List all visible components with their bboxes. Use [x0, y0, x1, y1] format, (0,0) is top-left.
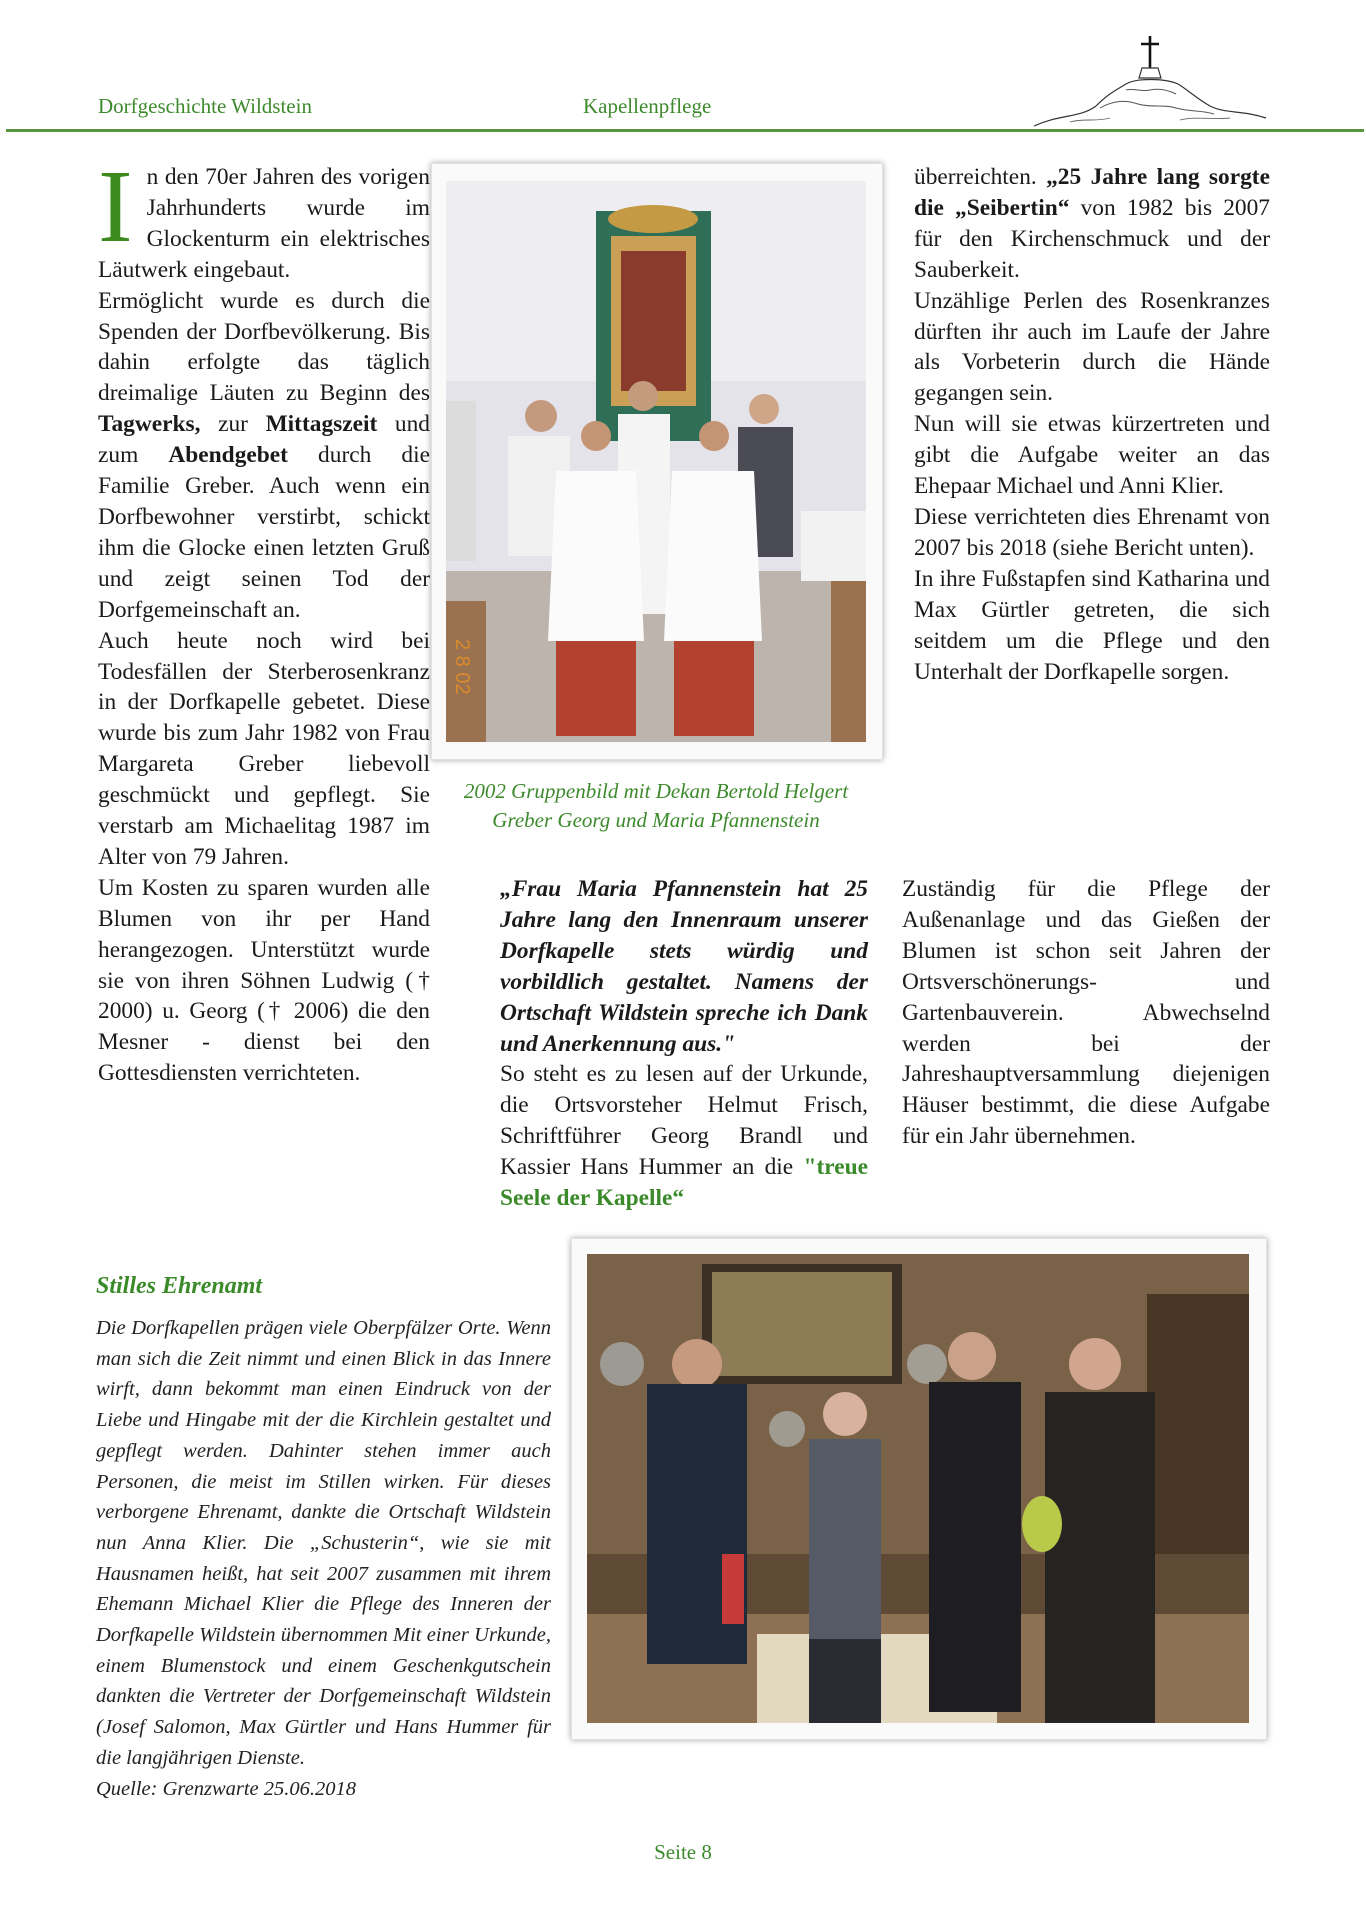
- sidebar-title: Stilles Ehrenamt: [96, 1273, 263, 1299]
- header-section-title: Kapellenpflege: [583, 94, 712, 118]
- paragraph-rosary: Auch heute noch wird bei Todesfällen der Sterberosenkranz in der Dorfkapelle gebetet. Diese wurde bis zum Jahr 1982 von Frau Margareta Greber liebevoll geschmückt und gepflegt. Sie verstarb am Michaelitag 1987 im Alter von 79 Jahren.: [98, 627, 430, 870]
- highlight-faithful-soul: "treue Seele der Kapelle“: [500, 1154, 868, 1212]
- column-right-top: [914, 162, 1270, 687]
- paragraph-garden-club: Zuständig für die Pflege der Außenanlage und das Gießen der Blumen ist schon seit Jahren der Ortsverschönerungs- und Gartenbauverein. Abwechselnd werden bei der Jahreshauptversammlung diejenigen Häuser bestimmt, die diese Aufgabe für ein Jahr übernehmen.: [902, 876, 1270, 1150]
- sidebar-source: Quelle: Grenzwarte 25.06.2018: [96, 1777, 357, 1800]
- drop-cap: I: [98, 149, 133, 264]
- chapel-group-photo: [446, 181, 866, 742]
- photo-date-stamp: 2 8 02: [451, 639, 473, 695]
- photo-honor-2018: [571, 1238, 1267, 1740]
- column-middle: [500, 874, 868, 1214]
- photo-caption: 2002 Gruppenbild mit Dekan Bertold Helgert Greber Georg und Maria Pfannenstein: [463, 779, 849, 832]
- header-rule: [6, 129, 1364, 132]
- paragraph-rosary-beads: Unzählige Perlen des Rosenkranzes dürften ihr auch im Laufe der Jahre als Vorbeterin durch die Hände gegangen sein.: [914, 287, 1270, 407]
- column-right-bottom: [902, 874, 1270, 1152]
- paragraph-guertler: In ihre Fußstapfen sind Katharina und Max Gürtler getreten, die sich seitdem um die Pflege und den Unterhalt der Dorfkapelle sorgen.: [914, 565, 1270, 685]
- paragraph-certificate: So steht es zu lesen auf der Urkunde, die Ortsvorsteher Helmut Frisch, Schriftführer Georg Brandl und Kassier Hans Hummer an die "treue Seele der Kapelle“: [500, 1061, 868, 1212]
- intro-paragraph: In den 70er Jahren des vorigen Jahrhunderts wurde im Glockenturm ein elektrisches Läutwerk eingebaut.: [98, 149, 430, 283]
- sidebar-body: Die Dorfkapellen prägen viele Oberpfälzer Orte. Wenn man sich die Zeit nimmt und einen Blick in das Innere wirft, dann bekommt man einen Eindruck von der Liebe und Hingabe mit der die Kirchlein gestaltet und gepflegt werden. Dahinter stehen immer auch Personen, die meist im Stillen wirken. Für dieses verborgene Ehrenamt, dankte die Ortschaft Wildstein nun Anna Klier. Die „Schusterin“, wie sie mit Hausnamen heißt, hat seit 2007 zusammen mit ihrem Ehemann Michael Klier die Pflege des Inneren der Dorfkapelle Wildstein übernommen Mit einer Urkunde, einem Blumenstock und einem Geschenkgutschein dankten die Vertreter der Dorfgemeinschaft Wildstein (Josef Salomon, Max Gürtler und Hans Hummer für die langjährigen Dienste. Quelle: Grenzwarte 25.06.2018: [96, 1313, 551, 1804]
- paragraph-bells: Ermöglicht wurde es durch die Spenden der Dorfbevölkerung. Bis dahin erfolgte das täglich dreimalige Läuten zu Beginn des Tagwerks, zur Mittagszeit und zum Abendgebet durch die Familie Greber. Auch wenn ein Dorfbewohner verstirbt, schickt ihm die Glocke einen letzten Gruß und zeigt seinen Tod der Dorfgemeinschaft an.: [98, 287, 431, 623]
- certificate-quote: „Frau Maria Pfannenstein hat 25 Jahre lang den Innenraum unserer Dorfkapelle stets würdig und vorbildlich gestaltet. Namens der Ortschaft Wildstein spreche ich Dank und Anerkennung aus.": [500, 876, 868, 1057]
- paragraph-handover: überreichten. „25 Jahre lang sorgte die „Seibertin“ von 1982 bis 2007 für den Kirchenschmuck und der Sauberkeit.: [914, 164, 1270, 283]
- paragraph-klier: Nun will sie etwas kürzertreten und gibt die Aufgabe weiter an das Ehepaar Michael und Anni Klier.: [914, 411, 1270, 500]
- living-room-group-photo: [587, 1254, 1249, 1723]
- paragraph-2007-2018: Diese verrichteten dies Ehrenamt von 2007 bis 2018 (siehe Bericht unten).: [914, 503, 1270, 561]
- paragraph-flowers: Um Kosten zu sparen wurden alle Blumen von ihr per Hand herangezogen. Unterstützt wurde sie von ihren Söhnen Ludwig († 2000) u. Georg († 2006) die den Mesner - dienst bei den Gottesdiensten verrichteten.: [98, 874, 430, 1087]
- photo-group-2002: [431, 163, 883, 760]
- page-number: Seite 8: [654, 1840, 712, 1864]
- chapel-on-hill-icon: [1030, 28, 1270, 132]
- column-left: [98, 149, 431, 1089]
- header-left-title: Dorfgeschichte Wildstein: [98, 94, 312, 118]
